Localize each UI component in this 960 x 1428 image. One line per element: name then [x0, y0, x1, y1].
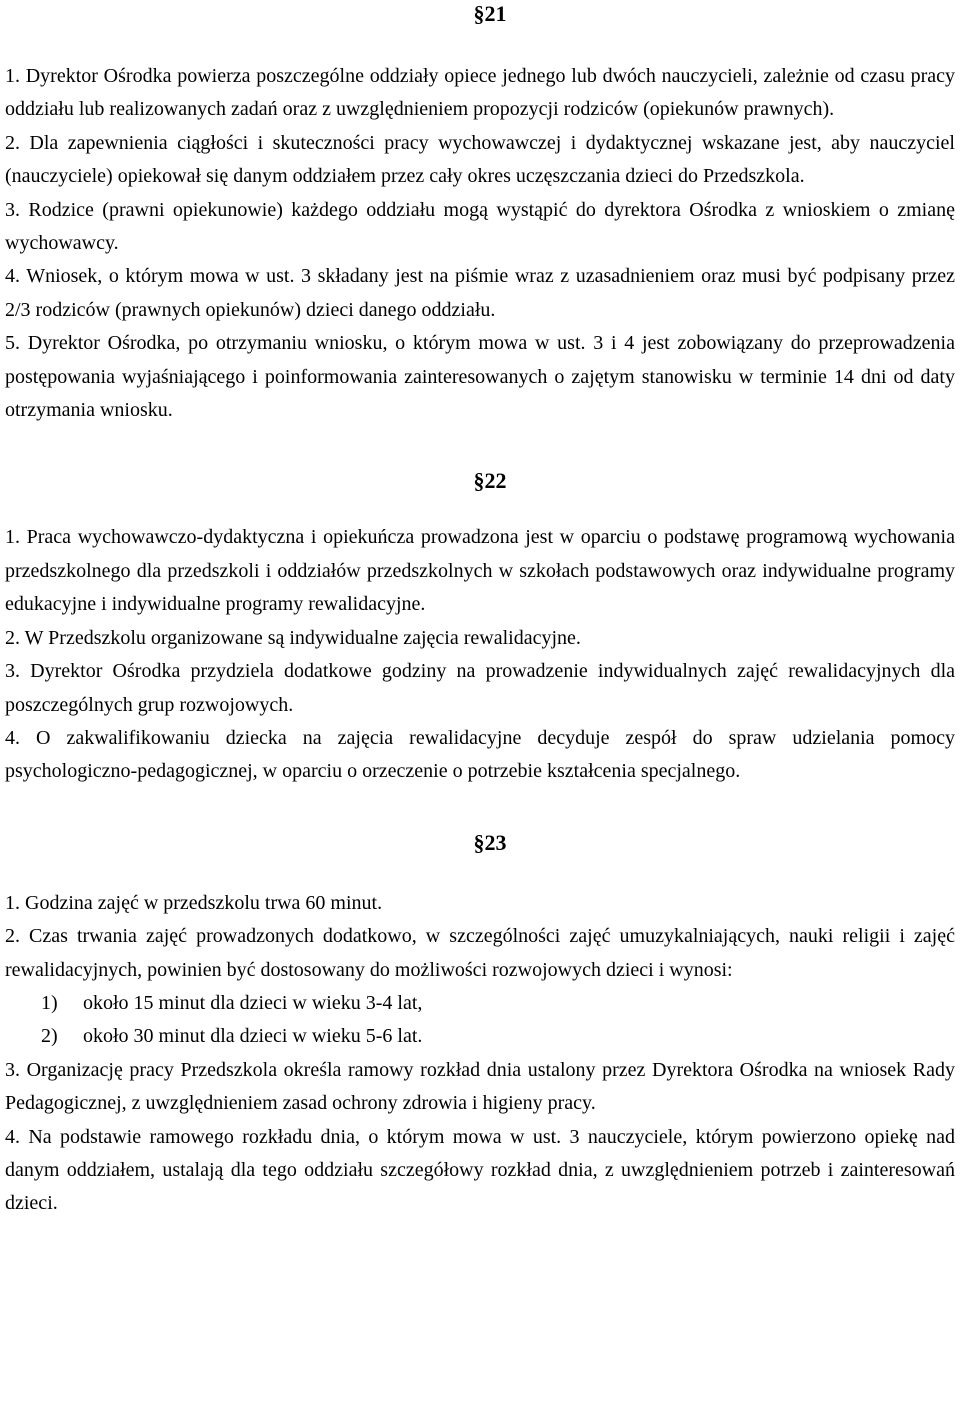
- paragraph: 3. Organizację pracy Przedszkola określa ramowy rozkład dnia ustalony przez Dyrektora Ośrodka na wniosek Rady Pedagogicznej, z uwzględnieniem zasad ochrony zdrowia i higieny pracy.: [5, 1058, 955, 1115]
- document-page: [5, 0, 955, 1221]
- section-heading: §21: [473, 1, 507, 26]
- paragraph: 3. Rodzice (prawni opiekunowie) każdego oddziału mogą wystąpić do dyrektora Ośrodka z wnioskiem o zmianę wychowawcy.: [5, 198, 955, 255]
- list-item-number: 2): [41, 1025, 58, 1048]
- paragraph: 2. W Przedszkolu organizowane są indywidualne zajęcia rewalidacyjne.: [5, 626, 581, 649]
- paragraph: 1. Praca wychowawczo-dydaktyczna i opiekuńcza prowadzona jest w oparciu o podstawę programową wychowania przedszkolnego dla przedszkoli i oddziałów przedszkolnych w szkołach podstawowych oraz indywidualne programy edukacyjne i indywidualne programy rewalidacyjne.: [5, 526, 955, 616]
- list-item-text: około 30 minut dla dzieci w wieku 5-6 lat.: [83, 1025, 423, 1048]
- section-heading: §22: [473, 468, 507, 494]
- duration-list: [5, 987, 955, 1054]
- list-item-number: 1): [41, 991, 58, 1014]
- list-item-text: około 15 minut dla dzieci w wieku 3-4 lat,: [83, 991, 423, 1014]
- list-item: [5, 987, 955, 1020]
- list-item: [5, 1020, 955, 1053]
- paragraph: 1. Godzina zajęć w przedszkolu trwa 60 minut.: [5, 891, 383, 914]
- paragraph: 5. Dyrektor Ośrodka, po otrzymaniu wniosku, o którym mowa w ust. 3 i 4 jest zobowiązany do przeprowadzenia postępowania wyjaśniającego i poinformowania zainteresowanych o zajętym stanowisku w terminie 14 dni od daty otrzymania wniosku.: [5, 332, 955, 422]
- paragraph: 4. Wniosek, o którym mowa w ust. 3 składany jest na piśmie wraz z uzasadnieniem oraz musi być podpisany przez 2/3 rodziców (prawnych opiekunów) dzieci danego oddziału.: [5, 265, 955, 321]
- section-heading: §23: [473, 829, 507, 855]
- paragraph: 2. Czas trwania zajęć prowadzonych dodatkowo, w szczególności zajęć umuzykalniających, nauki religii i zajęć rewalidacyjnych, powinien być dostosowany do możliwości rozwojowych dzieci i wynosi:: [5, 925, 955, 981]
- paragraph: 4. Na podstawie ramowego rozkładu dnia, o którym mowa w ust. 3 nauczyciele, którym powierzono opiekę nad danym oddziałem, ustalają dla tego oddziału szczegółowy rozkład dnia, z uwzględnieniem potrzeb i zainteresowań dzieci.: [5, 1125, 955, 1215]
- section-21: [5, 0, 955, 427]
- section-23: [5, 789, 955, 1221]
- paragraph: 2. Dla zapewnienia ciągłości i skuteczności pracy wychowawczej i dydaktycznej wskazane jest, aby nauczyciel (nauczyciele) opiekował się danym oddziałem przez cały okres uczęszczania dzieci do Przedszkola.: [5, 131, 955, 188]
- section-22: [5, 427, 955, 788]
- paragraph: 1. Dyrektor Ośrodka powierza poszczególne oddziały opiece jednego lub dwóch nauczycieli, zależnie od czasu pracy oddziału lub realizowanych zadań oraz z uwzględnieniem propozycji rodziców (opiekunów prawnych).: [5, 65, 955, 121]
- paragraph: 4. O zakwalifikowaniu dziecka na zajęcia rewalidacyjne decyduje zespół do spraw udzielania pomocy psychologiczno-pedagogicznej, w oparciu o orzeczenie o potrzebie kształcenia specjalnego.: [5, 726, 955, 783]
- paragraph: 3. Dyrektor Ośrodka przydziela dodatkowe godziny na prowadzenie indywidualnych zajęć rewalidacyjnych dla poszczególnych grup rozwojowych.: [5, 660, 955, 716]
